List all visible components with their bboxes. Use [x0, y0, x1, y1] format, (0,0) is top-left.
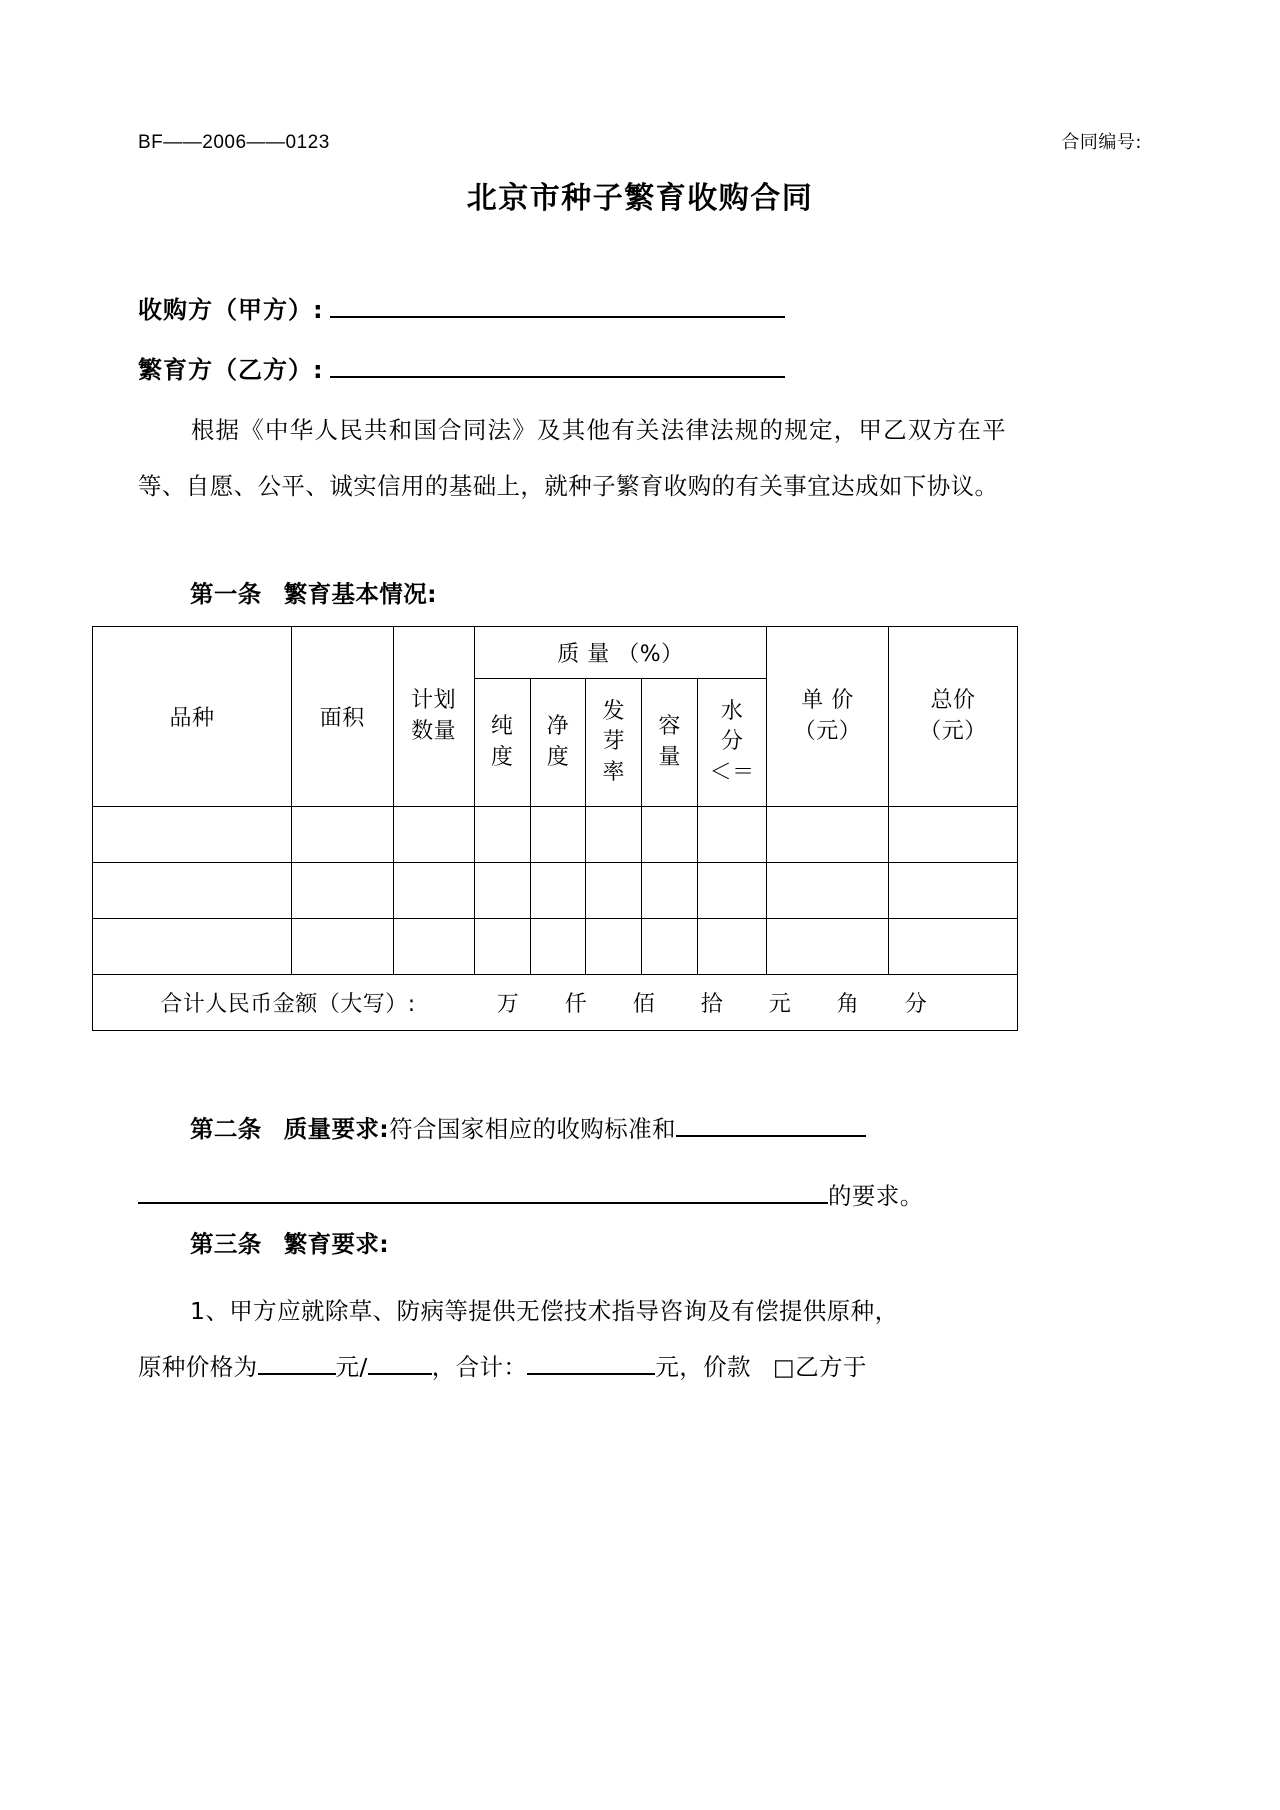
- clause-1-number: 第一条: [190, 580, 262, 608]
- cell-cleanness[interactable]: [530, 919, 586, 975]
- clause-2-block: [138, 1110, 1018, 1211]
- cell-moisture[interactable]: [698, 919, 767, 975]
- col-header-volume-line2: 量: [658, 744, 681, 770]
- document-header: [138, 128, 1142, 154]
- col-header-unit-price-line2: （元）: [793, 718, 862, 744]
- total-amount-cell[interactable]: [93, 975, 1018, 1031]
- clause-2-title: 质量要求:: [283, 1115, 390, 1143]
- unit-yuan-per-label: 元/: [335, 1353, 368, 1381]
- col-header-plan-line1: 计划: [411, 688, 457, 714]
- breeding-info-table: [92, 626, 1018, 1031]
- col-header-total-price: [888, 627, 1017, 807]
- cell-variety[interactable]: [93, 807, 292, 863]
- col-header-cleanness: [530, 679, 586, 807]
- original-seed-price-label: 原种价格为: [138, 1353, 258, 1381]
- clause-2-line-2: [138, 1177, 1018, 1211]
- table-row[interactable]: [93, 807, 1018, 863]
- amount-unit-group: [474, 987, 950, 1018]
- cell-purity[interactable]: [474, 863, 530, 919]
- col-header-volume: [642, 679, 698, 807]
- cell-variety[interactable]: [93, 919, 292, 975]
- amount-unit-fen[interactable]: 分: [904, 992, 927, 1017]
- cell-cleanness[interactable]: [530, 807, 586, 863]
- cell-total-price[interactable]: [888, 863, 1017, 919]
- cell-cleanness[interactable]: [530, 863, 586, 919]
- col-header-quality-group: 质 量 （%）: [474, 627, 766, 679]
- cell-purity[interactable]: [474, 807, 530, 863]
- clause-2-text-b: 的要求。: [828, 1182, 924, 1210]
- col-header-moisture-line2: 分: [720, 729, 744, 755]
- buyer-label: 收购方（甲方）:: [138, 296, 324, 324]
- cell-unit-price[interactable]: [767, 919, 889, 975]
- cell-volume[interactable]: [642, 807, 698, 863]
- cell-moisture[interactable]: [698, 807, 767, 863]
- col-header-volume-line1: 容: [658, 714, 681, 740]
- table-row[interactable]: [93, 863, 1018, 919]
- col-header-moisture-line1: 水: [720, 698, 744, 724]
- col-header-unit-price-line1: 单 价: [801, 688, 854, 714]
- col-header-unit-price: [767, 627, 889, 807]
- col-header-plan-line2: 数量: [411, 718, 457, 744]
- amount-unit-shi[interactable]: 拾: [700, 992, 723, 1017]
- table-row[interactable]: [93, 919, 1018, 975]
- clause-3-item-1-text: 甲方应就除草、防病等提供无偿技术指导咨询及有偿提供原种，: [229, 1297, 899, 1325]
- amount-unit-bai[interactable]: 佰: [632, 992, 655, 1017]
- col-header-germination-line3: 率: [602, 759, 626, 785]
- col-header-moisture: [698, 679, 767, 807]
- cell-unit-price[interactable]: [767, 863, 889, 919]
- col-header-cleanness-line1: 净: [546, 714, 570, 740]
- col-header-germination-line2: 芽: [602, 729, 626, 755]
- col-header-area: 面积: [291, 627, 393, 807]
- clause-3-heading: [138, 1225, 389, 1259]
- clause-2-input-line-1[interactable]: [676, 1117, 866, 1137]
- cell-area[interactable]: [291, 863, 393, 919]
- clause-2-text-a: 符合国家相应的收购标准和: [389, 1115, 676, 1143]
- col-header-cleanness-line2: 度: [546, 744, 570, 770]
- page-title: 北京市种子繁育收购合同: [466, 181, 814, 216]
- clause-2-input-line-2[interactable]: [138, 1184, 828, 1204]
- cell-total-price[interactable]: [888, 919, 1017, 975]
- cell-volume[interactable]: [642, 919, 698, 975]
- party-b-pays-label: 乙方于: [795, 1353, 867, 1381]
- clause-3-item-1-line-1: [138, 1283, 1018, 1339]
- col-header-germination-line1: 发: [602, 698, 626, 724]
- cell-moisture[interactable]: [698, 863, 767, 919]
- buyer-field: [138, 290, 785, 325]
- table-header-row-1: [93, 627, 1018, 679]
- cell-area[interactable]: [291, 919, 393, 975]
- cell-germination[interactable]: [586, 919, 642, 975]
- col-header-moisture-line3: ＜＝: [709, 759, 755, 785]
- preamble-paragraph: [138, 402, 1006, 514]
- col-header-purity-line1: 纯: [490, 714, 514, 740]
- clause-3-item-1: [138, 1283, 1018, 1396]
- cell-plan[interactable]: [393, 807, 474, 863]
- col-header-total-price-line1: 总价: [930, 688, 976, 714]
- amount-unit-jiao[interactable]: 角: [836, 992, 859, 1017]
- total-amount-label: 合计人民币金额（大写）:: [160, 992, 416, 1017]
- cell-total-price[interactable]: [888, 807, 1017, 863]
- clause-2-number: 第二条: [190, 1115, 262, 1143]
- col-header-total-price-line2: （元）: [919, 718, 987, 744]
- grower-input-line[interactable]: [330, 356, 785, 378]
- clause-2-line-1: [138, 1110, 1018, 1144]
- payment-label: 元，价款: [655, 1353, 751, 1381]
- col-header-variety: 品种: [93, 627, 292, 807]
- amount-unit-wan[interactable]: 万: [496, 992, 519, 1017]
- cell-purity[interactable]: [474, 919, 530, 975]
- amount-unit-qian[interactable]: 仟: [564, 992, 587, 1017]
- cell-volume[interactable]: [642, 863, 698, 919]
- cell-unit-price[interactable]: [767, 807, 889, 863]
- cell-area[interactable]: [291, 807, 393, 863]
- amount-unit-yuan[interactable]: 元: [768, 992, 791, 1017]
- col-header-purity: [474, 679, 530, 807]
- table-total-row[interactable]: [93, 975, 1018, 1031]
- col-header-plan-quantity: [393, 627, 474, 807]
- grower-label: 繁育方（乙方）:: [138, 356, 324, 384]
- clause-1-title: 繁育基本情况:: [283, 580, 437, 608]
- buyer-input-line[interactable]: [330, 296, 785, 318]
- clause-3-item-1-line-2: [138, 1339, 1018, 1396]
- contract-number-label: 合同编号:: [1061, 132, 1142, 153]
- cell-plan[interactable]: [393, 919, 474, 975]
- preamble-text: 根据《中华人民共和国合同法》及其他有关法律法规的规定，甲乙双方在平等、自愿、公平、诚实信用的基础上，就种子繁育收购的有关事宜达成如下协议。: [138, 416, 1006, 500]
- cell-germination[interactable]: [586, 863, 642, 919]
- unit-measure-input[interactable]: [368, 1355, 432, 1375]
- subtotal-label: ，合计：: [431, 1353, 528, 1381]
- form-code: BF——2006——0123: [138, 132, 330, 153]
- col-header-germination: [586, 679, 642, 807]
- cell-germination[interactable]: [586, 807, 642, 863]
- clause-3-item-1-number: 1、: [190, 1297, 230, 1325]
- cell-plan[interactable]: [393, 863, 474, 919]
- col-header-purity-line2: 度: [490, 744, 514, 770]
- grower-field: [138, 350, 785, 385]
- checkbox-party-b[interactable]: □: [772, 1355, 796, 1381]
- original-seed-price-input[interactable]: [258, 1355, 336, 1375]
- clause-3-number: 第三条: [190, 1230, 262, 1258]
- subtotal-input[interactable]: [527, 1355, 655, 1375]
- clause-1-heading: [138, 575, 437, 609]
- clause-3-title: 繁育要求:: [283, 1230, 390, 1258]
- cell-variety[interactable]: [93, 863, 292, 919]
